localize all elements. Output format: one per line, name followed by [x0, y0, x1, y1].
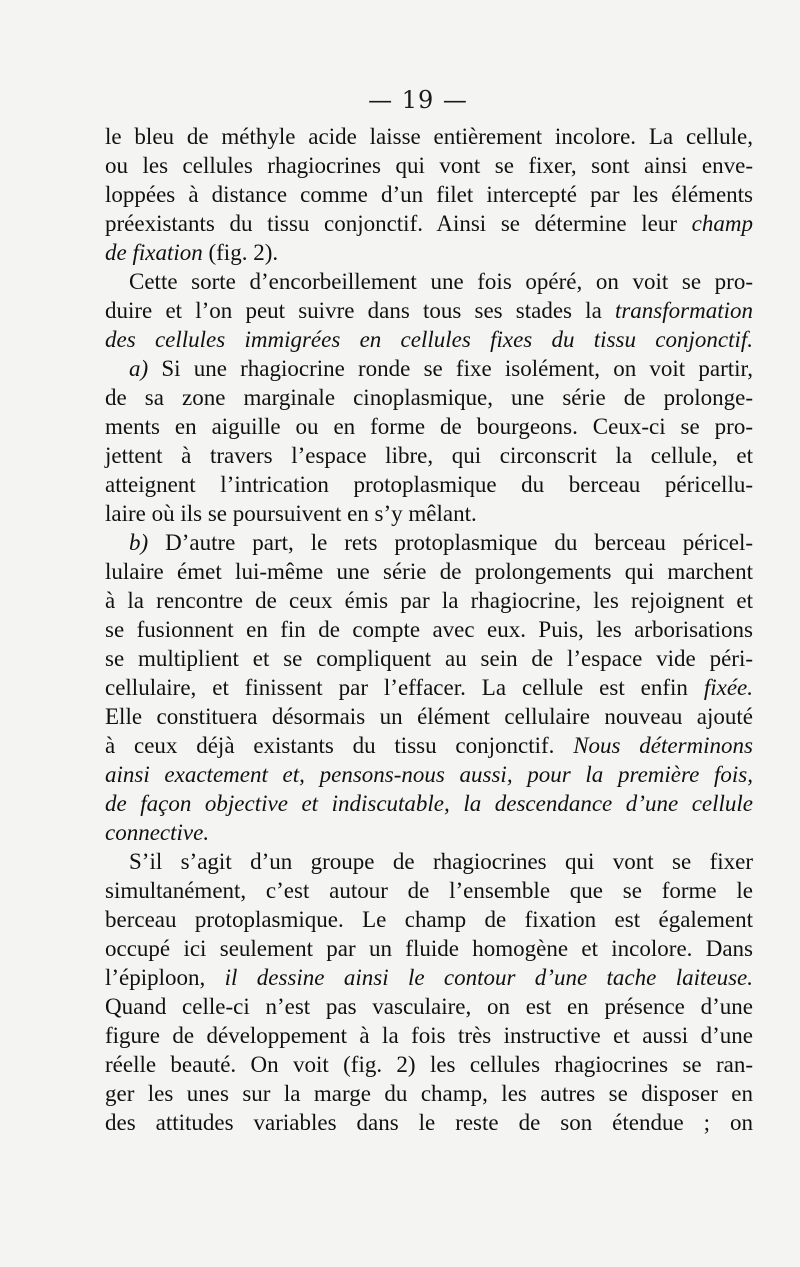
text-line	[105, 847, 753, 876]
italic-text: fixée.	[703, 675, 753, 700]
text-segment: Elle constituera désormais un élément cellulaire nouveau ajouté	[105, 704, 753, 729]
text-segment: se multiplient et se compliquent au sein de l’espace vide péri-	[105, 646, 753, 671]
text-line	[105, 644, 753, 673]
italic-text: transformation	[614, 298, 753, 323]
italic-text: Nous déterminons	[573, 733, 754, 758]
text-segment: préexistants du tissu conjonctif. Ainsi se détermine leur	[105, 211, 692, 236]
text-segment: réelle beauté. On voit (fig. 2) les cellules rhagiocrines se ran-	[105, 1052, 753, 1077]
text-line	[105, 876, 753, 905]
italic-text: de façon objective et indiscutable, la descendance d’une cellule	[105, 791, 753, 816]
text-line	[105, 180, 753, 209]
body-text	[105, 122, 753, 1137]
text-line	[105, 557, 753, 586]
italic-text: b)	[129, 530, 149, 555]
text-segment: l’épiploon,	[105, 965, 225, 990]
text-segment: ger les unes sur la marge du champ, les autres se disposer en	[105, 1081, 753, 1106]
text-segment: à la rencontre de ceux émis par la rhagiocrine, les rejoignent et	[105, 588, 753, 613]
text-line	[105, 731, 753, 760]
text-segment: laire où ils se poursuivent en s’y mêlant.	[105, 501, 477, 526]
text-line	[105, 586, 753, 615]
text-segment: D’autre part, le rets protoplasmique du berceau péricel-	[148, 530, 753, 555]
text-segment: ments en aiguille ou en forme de bourgeons. Ceux-ci se pro-	[105, 414, 753, 439]
text-line	[105, 1021, 753, 1050]
text-line	[105, 151, 753, 180]
text-line	[105, 673, 753, 702]
text-line	[105, 702, 753, 731]
text-line	[105, 267, 753, 296]
text-line	[105, 325, 753, 354]
text-segment: lulaire émet lui-même une série de prolongements qui marchent	[105, 559, 753, 584]
italic-text: ainsi exactement et, pensons-nous aussi, pour la première fois,	[105, 762, 753, 787]
text-line	[105, 1050, 753, 1079]
text-line	[105, 905, 753, 934]
text-segment: loppées à distance comme d’un filet intercepté par les éléments	[105, 182, 753, 207]
page-number: — 19 —	[368, 86, 468, 114]
text-line	[105, 296, 753, 325]
text-segment: ou les cellules rhagiocrines qui vont se fixer, sont ainsi enve-	[105, 153, 753, 178]
italic-text: connective.	[105, 820, 210, 845]
text-line	[105, 934, 753, 963]
text-line	[105, 412, 753, 441]
text-line	[105, 470, 753, 499]
text-segment: (fig. 2).	[202, 240, 279, 265]
text-segment: atteignent l’intrication protoplasmique du berceau péricellu-	[105, 472, 753, 497]
italic-text: des cellules immigrées en cellules fixes du tissu conjonctif.	[105, 327, 753, 352]
text-line	[105, 499, 753, 528]
text-segment: des attitudes variables dans le reste de son étendue ; on	[105, 1110, 753, 1135]
text-segment: à ceux déjà existants du tissu conjonctif.	[105, 733, 574, 758]
text-line	[105, 963, 753, 992]
italic-text: de fixation	[105, 240, 203, 265]
text-line	[105, 209, 753, 238]
text-line	[105, 615, 753, 644]
text-segment: Cette sorte d’encorbeillement une fois opéré, on voit se pro-	[129, 269, 753, 294]
text-segment: duire et l’on peut suivre dans tous ses stades la	[105, 298, 615, 323]
text-segment: Quand celle-ci n’est pas vasculaire, on est en présence d’une	[105, 994, 753, 1019]
italic-text: a)	[129, 356, 149, 381]
text-line	[105, 383, 753, 412]
text-segment: cellulaire, et finissent par l’effacer. La cellule est enfin	[105, 675, 704, 700]
text-line	[105, 1079, 753, 1108]
text-segment: se fusionnent en fin de compte avec eux. Puis, les arborisations	[105, 617, 753, 642]
text-line	[105, 1108, 753, 1137]
text-segment: figure de développement à la fois très instructive et aussi d’une	[105, 1023, 753, 1048]
text-segment: berceau protoplasmique. Le champ de fixation est également	[105, 907, 753, 932]
text-segment: le bleu de méthyle acide laisse entièrement incolore. La cellule,	[105, 124, 753, 149]
text-line	[105, 354, 753, 383]
italic-text: champ	[691, 211, 753, 236]
text-segment: de sa zone marginale cinoplasmique, une série de prolonge-	[105, 385, 753, 410]
text-line	[105, 238, 753, 267]
text-line	[105, 760, 753, 789]
text-line	[105, 818, 753, 847]
italic-text: il dessine ainsi le contour d’une tache laiteuse.	[224, 965, 753, 990]
text-segment: S’il s’agit d’un groupe de rhagiocrines qui vont se fixer	[129, 849, 753, 874]
text-line	[105, 122, 753, 151]
text-line	[105, 441, 753, 470]
text-line	[105, 528, 753, 557]
text-line	[105, 992, 753, 1021]
text-line	[105, 789, 753, 818]
text-segment: occupé ici seulement par un fluide homogène et incolore. Dans	[105, 936, 753, 961]
text-segment: jettent à travers l’espace libre, qui circonscrit la cellule, et	[105, 443, 753, 468]
text-segment: Si une rhagiocrine ronde se fixe isolément, on voit partir,	[148, 356, 753, 381]
text-segment: simultanément, c’est autour de l’ensemble que se forme le	[105, 878, 753, 903]
